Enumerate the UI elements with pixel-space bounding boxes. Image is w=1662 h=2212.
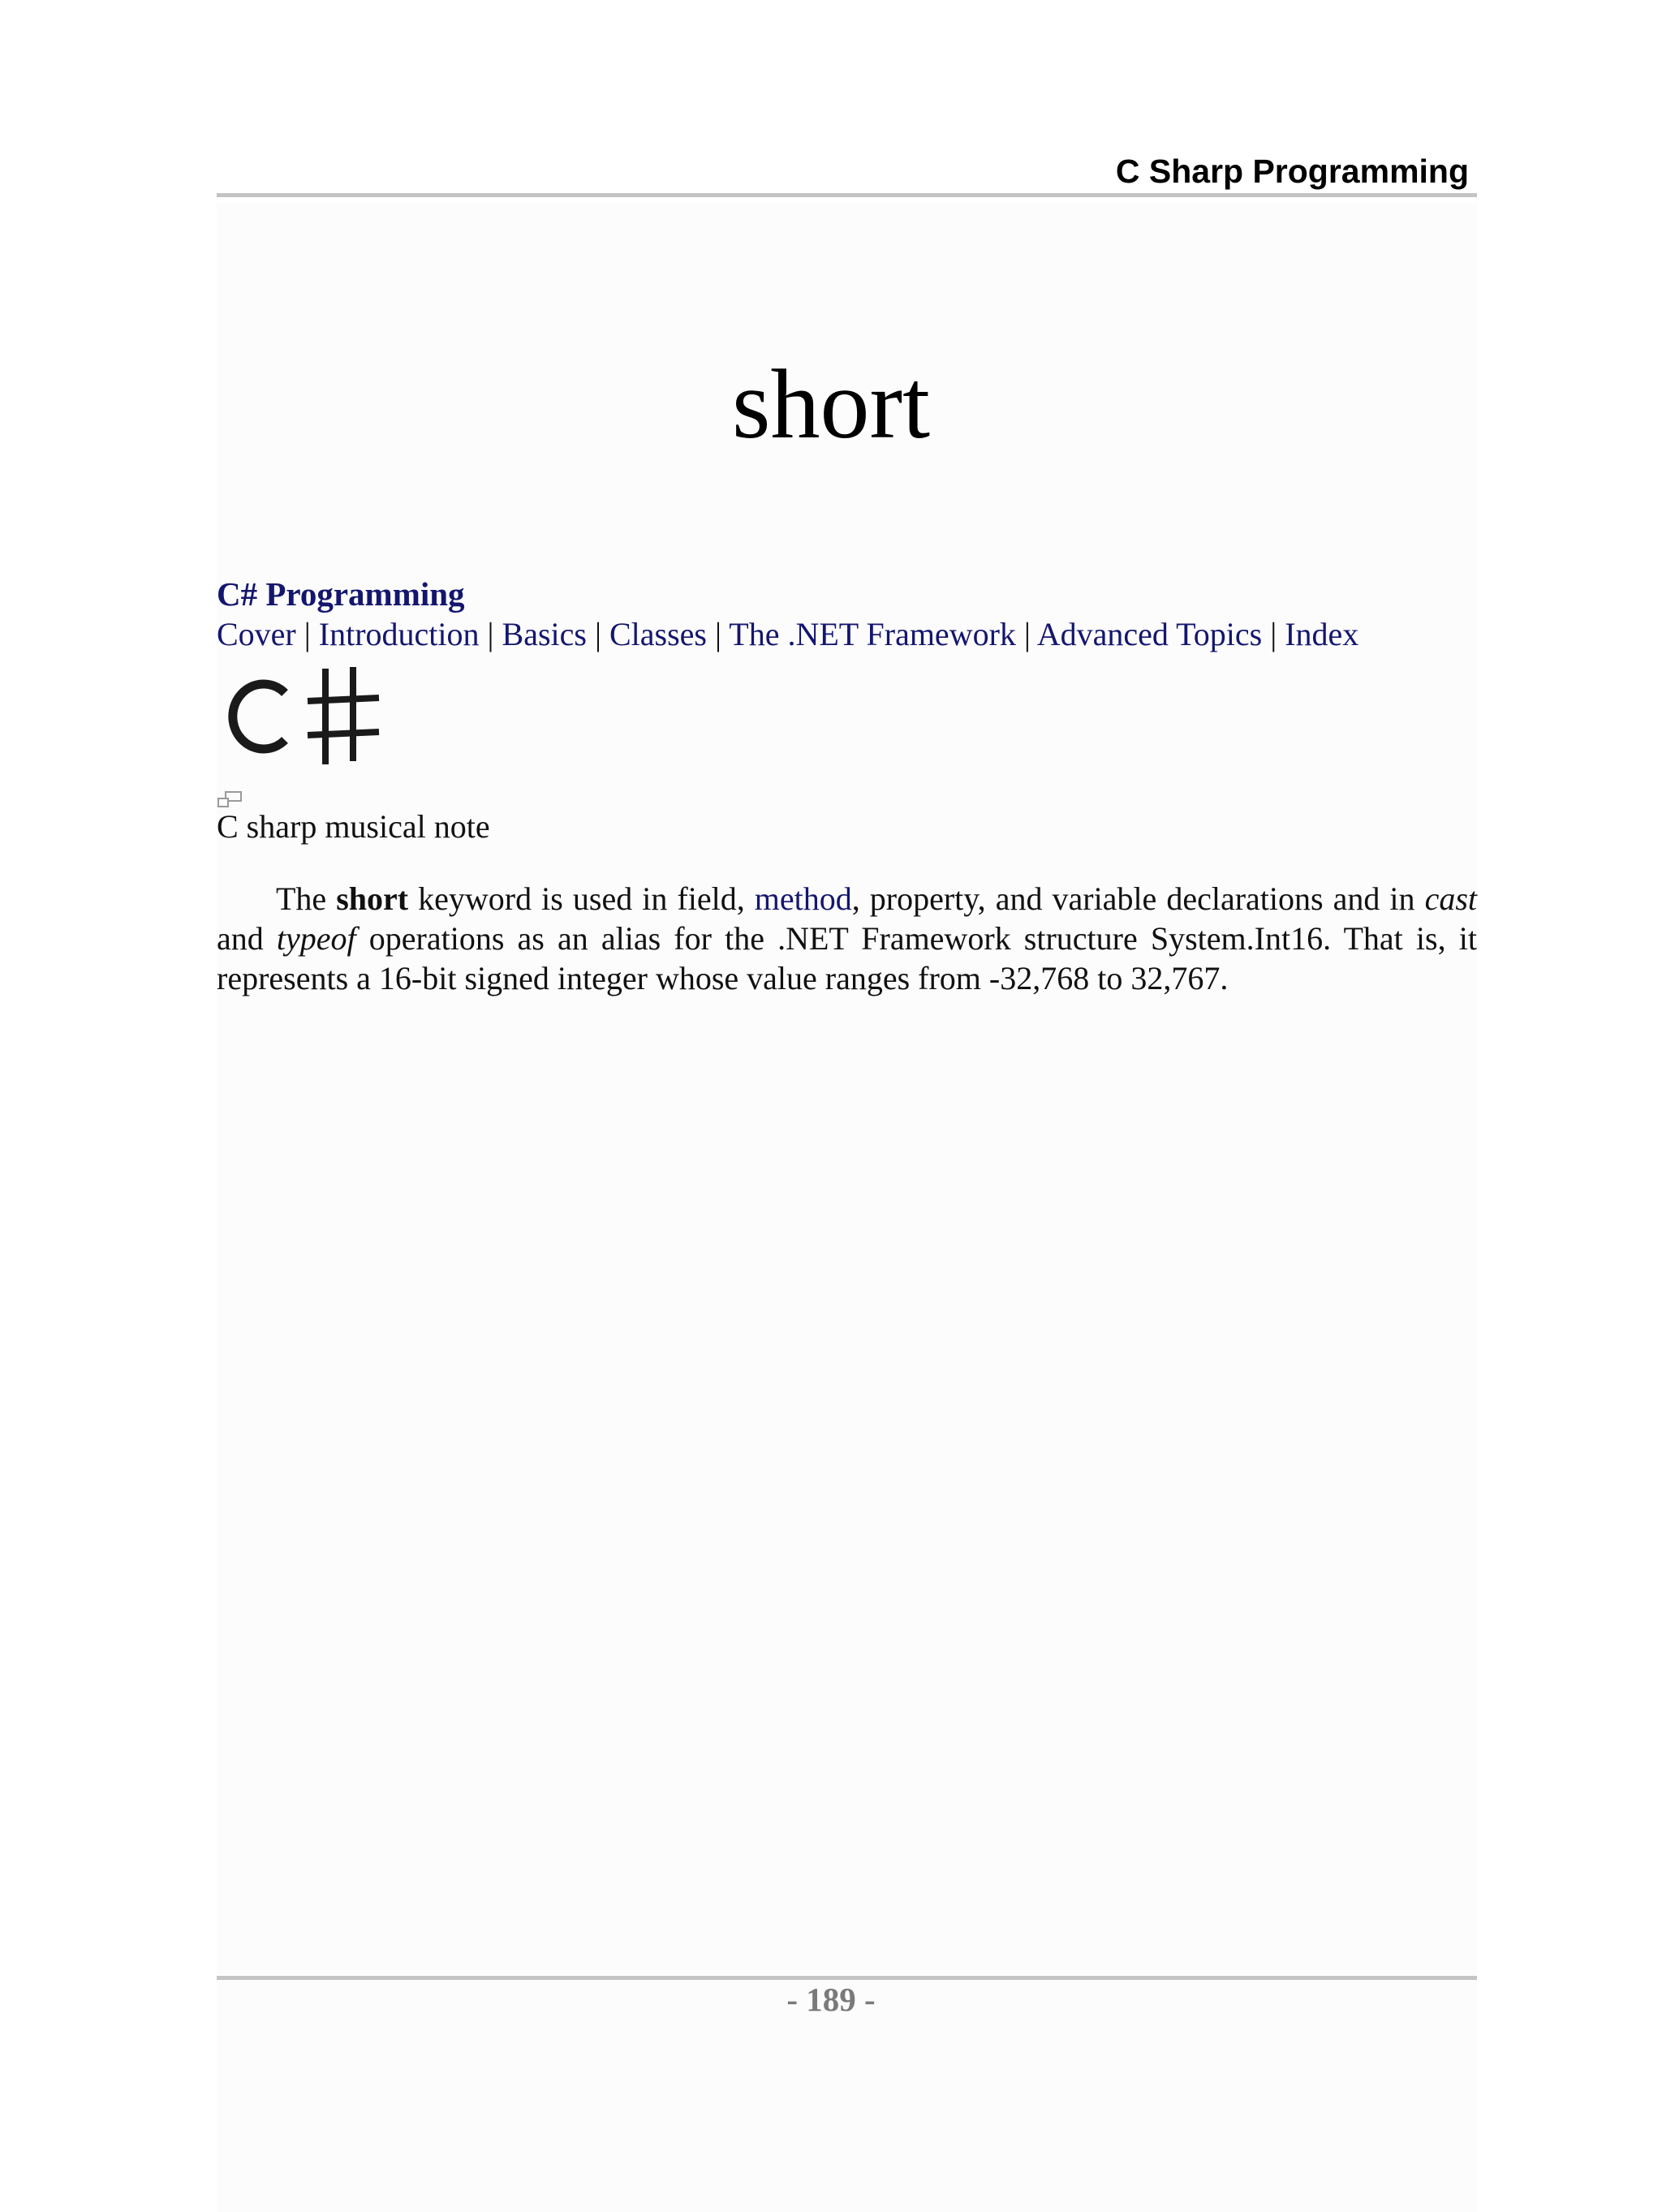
nav-separator: |: [1270, 616, 1277, 652]
nav-link-net-framework[interactable]: The .NET Framework: [729, 616, 1016, 652]
nav-separator: |: [1023, 616, 1031, 652]
image-caption: C sharp musical note: [217, 808, 490, 845]
header-rule: [217, 193, 1477, 197]
keyword-short: short: [336, 880, 409, 917]
running-header: C Sharp Programming: [1115, 153, 1469, 190]
text-run: and: [217, 920, 277, 957]
nav-heading[interactable]: C# Programming: [217, 575, 465, 613]
nav-separator: |: [487, 616, 494, 652]
nav-links: [217, 614, 1477, 654]
text-run: operations as an alias for the .NET Framework structure System.Int16. That is, it represents a 16-bit signed integer whose value ranges from -32,768 to 32,767.: [217, 920, 1477, 996]
text-run: The: [276, 880, 337, 917]
main-content: [217, 575, 1477, 1031]
nav-link-introduction[interactable]: Introduction: [318, 616, 480, 652]
method-link[interactable]: method: [754, 880, 852, 917]
nav-link-classes[interactable]: Classes: [609, 616, 707, 652]
nav-separator: |: [304, 616, 311, 652]
nav-link-cover[interactable]: Cover: [217, 616, 296, 652]
typeof-term: typeof: [276, 920, 356, 957]
nav-link-advanced-topics[interactable]: Advanced Topics: [1036, 616, 1263, 652]
c-sharp-logo[interactable]: [217, 665, 387, 768]
nav-separator: |: [594, 616, 601, 652]
nav-link-basics[interactable]: Basics: [502, 616, 587, 652]
page-number: - 189 -: [786, 1981, 876, 2018]
nav-separator: |: [714, 616, 721, 652]
text-run: , property, and variable declarations and in: [851, 880, 1425, 917]
text-run: keyword is used in field,: [408, 880, 755, 917]
page-title: short: [732, 349, 930, 459]
page-background: [217, 203, 1477, 2212]
body-paragraph: [217, 879, 1477, 998]
nav-link-index[interactable]: Index: [1285, 616, 1359, 652]
enlarge-icon[interactable]: [217, 790, 243, 808]
cast-term: cast: [1424, 880, 1478, 917]
